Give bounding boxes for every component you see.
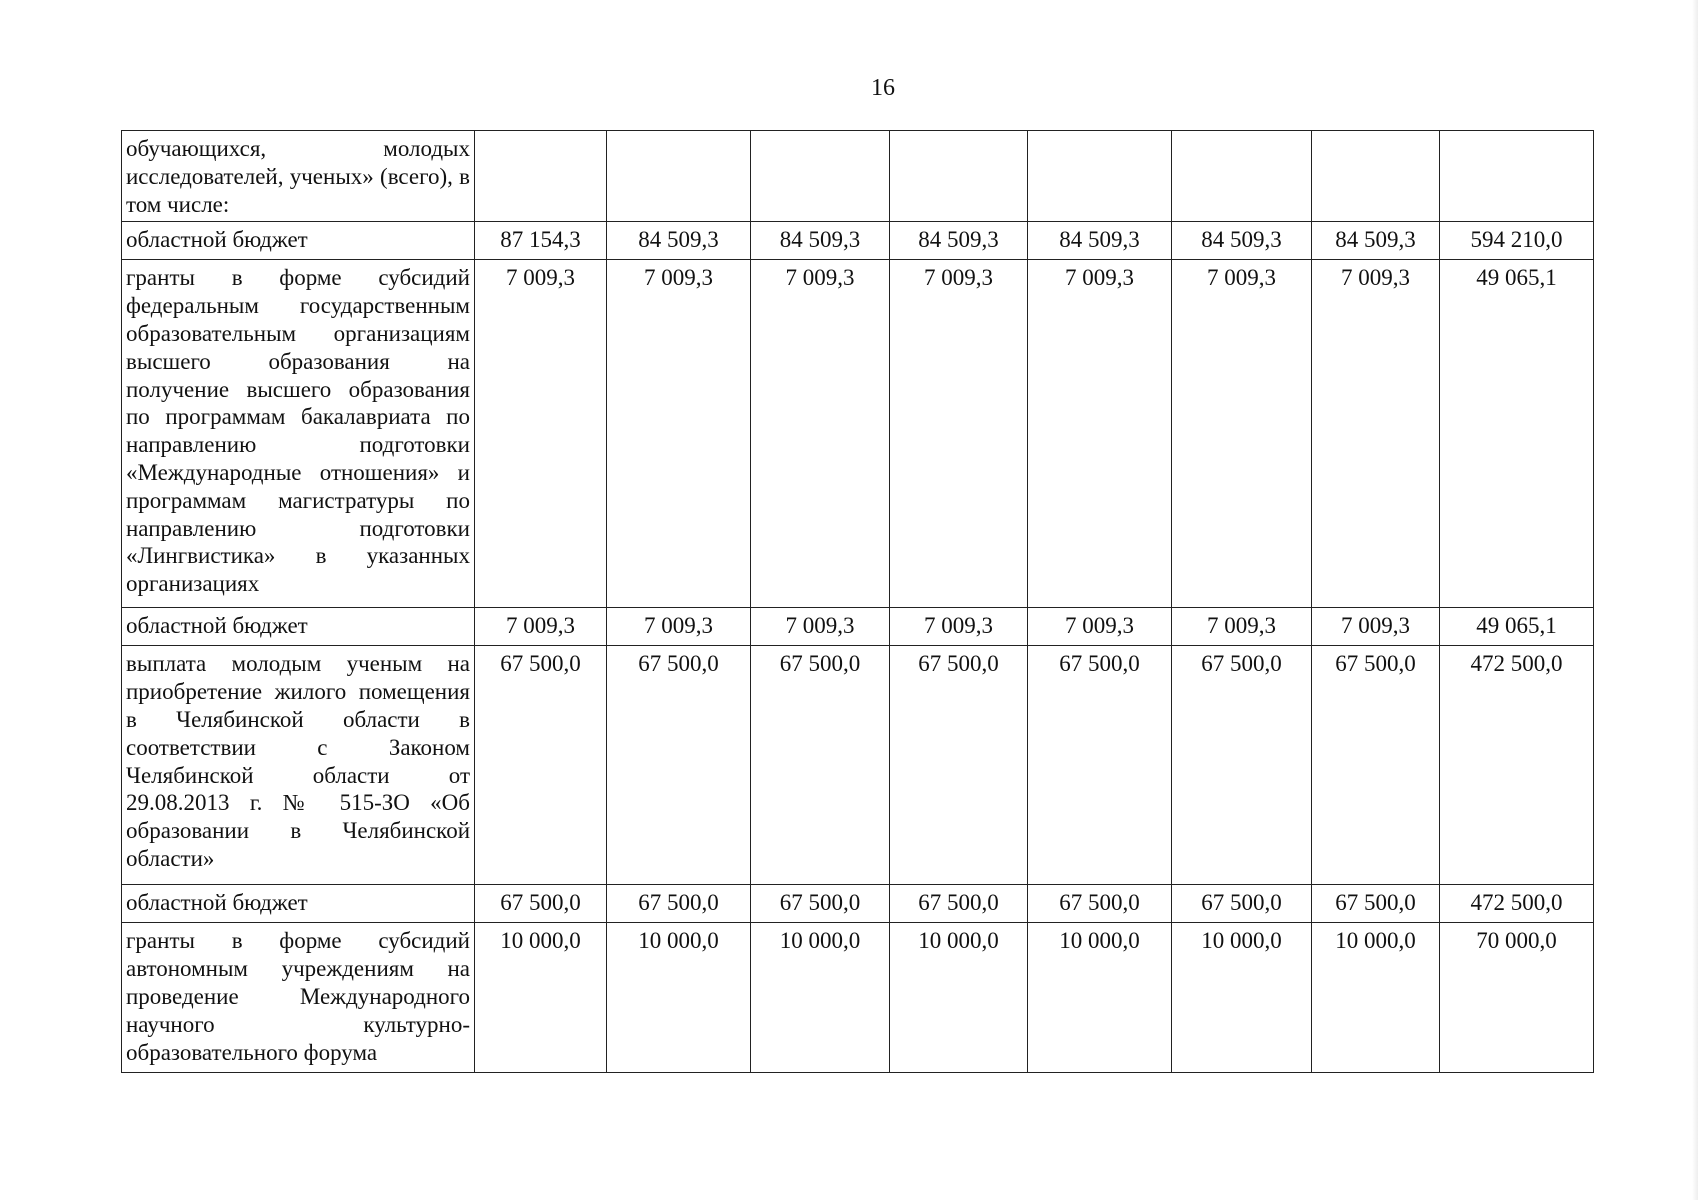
total-cell: 49 065,1 (1440, 260, 1594, 608)
value-cell: 7 009,3 (751, 260, 890, 608)
value-cell: 84 509,3 (607, 222, 751, 260)
table-row (122, 131, 1594, 222)
scan-edge-shadow (1692, 0, 1698, 1200)
value-cell: 7 009,3 (607, 260, 751, 608)
value-cell: 10 000,0 (1028, 923, 1172, 1073)
table-row (122, 885, 1594, 923)
value-cell: 7 009,3 (475, 260, 607, 608)
value-cell (1312, 131, 1440, 222)
value-cell: 84 509,3 (890, 222, 1028, 260)
value-cell: 7 009,3 (751, 608, 890, 646)
value-cell: 10 000,0 (890, 923, 1028, 1073)
value-cell: 7 009,3 (607, 608, 751, 646)
table-row (122, 260, 1594, 608)
value-cell: 10 000,0 (1172, 923, 1312, 1073)
total-cell: 594 210,0 (1440, 222, 1594, 260)
value-cell: 87 154,3 (475, 222, 607, 260)
value-cell: 7 009,3 (1172, 608, 1312, 646)
total-cell: 472 500,0 (1440, 885, 1594, 923)
row-label: обучающихся, молодых исследователей, ученых» (всего), в том числе: (122, 131, 475, 222)
total-cell: 472 500,0 (1440, 646, 1594, 885)
page-number: 16 (871, 75, 895, 101)
value-cell: 67 500,0 (1172, 646, 1312, 885)
value-cell: 67 500,0 (1312, 646, 1440, 885)
value-cell: 67 500,0 (751, 885, 890, 923)
value-cell: 84 509,3 (1312, 222, 1440, 260)
value-cell: 67 500,0 (751, 646, 890, 885)
value-cell (1028, 131, 1172, 222)
value-cell: 67 500,0 (1028, 885, 1172, 923)
total-cell: 70 000,0 (1440, 923, 1594, 1073)
value-cell: 67 500,0 (607, 885, 751, 923)
value-cell: 10 000,0 (751, 923, 890, 1073)
value-cell: 67 500,0 (475, 646, 607, 885)
table-row (122, 222, 1594, 260)
row-label: гранты в форме субсидий автономным учреждениям на проведение Международного научного культурно-образовательного форума (122, 923, 475, 1073)
value-cell: 7 009,3 (1312, 608, 1440, 646)
value-cell: 10 000,0 (607, 923, 751, 1073)
value-cell: 67 500,0 (890, 646, 1028, 885)
value-cell: 10 000,0 (475, 923, 607, 1073)
value-cell: 67 500,0 (475, 885, 607, 923)
budget-table (121, 130, 1594, 1073)
value-cell (751, 131, 890, 222)
value-cell: 67 500,0 (890, 885, 1028, 923)
value-cell (890, 131, 1028, 222)
value-cell (475, 131, 607, 222)
value-cell: 84 509,3 (751, 222, 890, 260)
value-cell (607, 131, 751, 222)
row-label: областной бюджет (122, 885, 475, 923)
table-row (122, 646, 1594, 885)
value-cell: 7 009,3 (890, 608, 1028, 646)
table-row (122, 923, 1594, 1073)
value-cell: 7 009,3 (475, 608, 607, 646)
value-cell: 7 009,3 (890, 260, 1028, 608)
row-label: областной бюджет (122, 222, 475, 260)
value-cell: 67 500,0 (607, 646, 751, 885)
value-cell: 10 000,0 (1312, 923, 1440, 1073)
total-cell: 49 065,1 (1440, 608, 1594, 646)
value-cell: 67 500,0 (1312, 885, 1440, 923)
value-cell: 67 500,0 (1028, 646, 1172, 885)
value-cell: 7 009,3 (1028, 260, 1172, 608)
row-label: гранты в форме субсидий федеральным государственным образовательным организациям высшего образования на получение высшего образования по программам бакалавриата по направлению подготовки «Международные отношения» и программам магистратуры по направлению подготовки «Лингвистика» в указанных организациях (122, 260, 475, 608)
total-cell (1440, 131, 1594, 222)
row-label: областной бюджет (122, 608, 475, 646)
value-cell: 7 009,3 (1312, 260, 1440, 608)
value-cell (1172, 131, 1312, 222)
row-label: выплата молодым ученым на приобретение жилого помещения в Челябинской области в соответствии с Законом Челябинской области от 29.08.2013 г. № 515-ЗО «Об образовании в Челябинской области» (122, 646, 475, 885)
value-cell: 84 509,3 (1028, 222, 1172, 260)
value-cell: 7 009,3 (1172, 260, 1312, 608)
table-row (122, 608, 1594, 646)
value-cell: 84 509,3 (1172, 222, 1312, 260)
value-cell: 7 009,3 (1028, 608, 1172, 646)
value-cell: 67 500,0 (1172, 885, 1312, 923)
